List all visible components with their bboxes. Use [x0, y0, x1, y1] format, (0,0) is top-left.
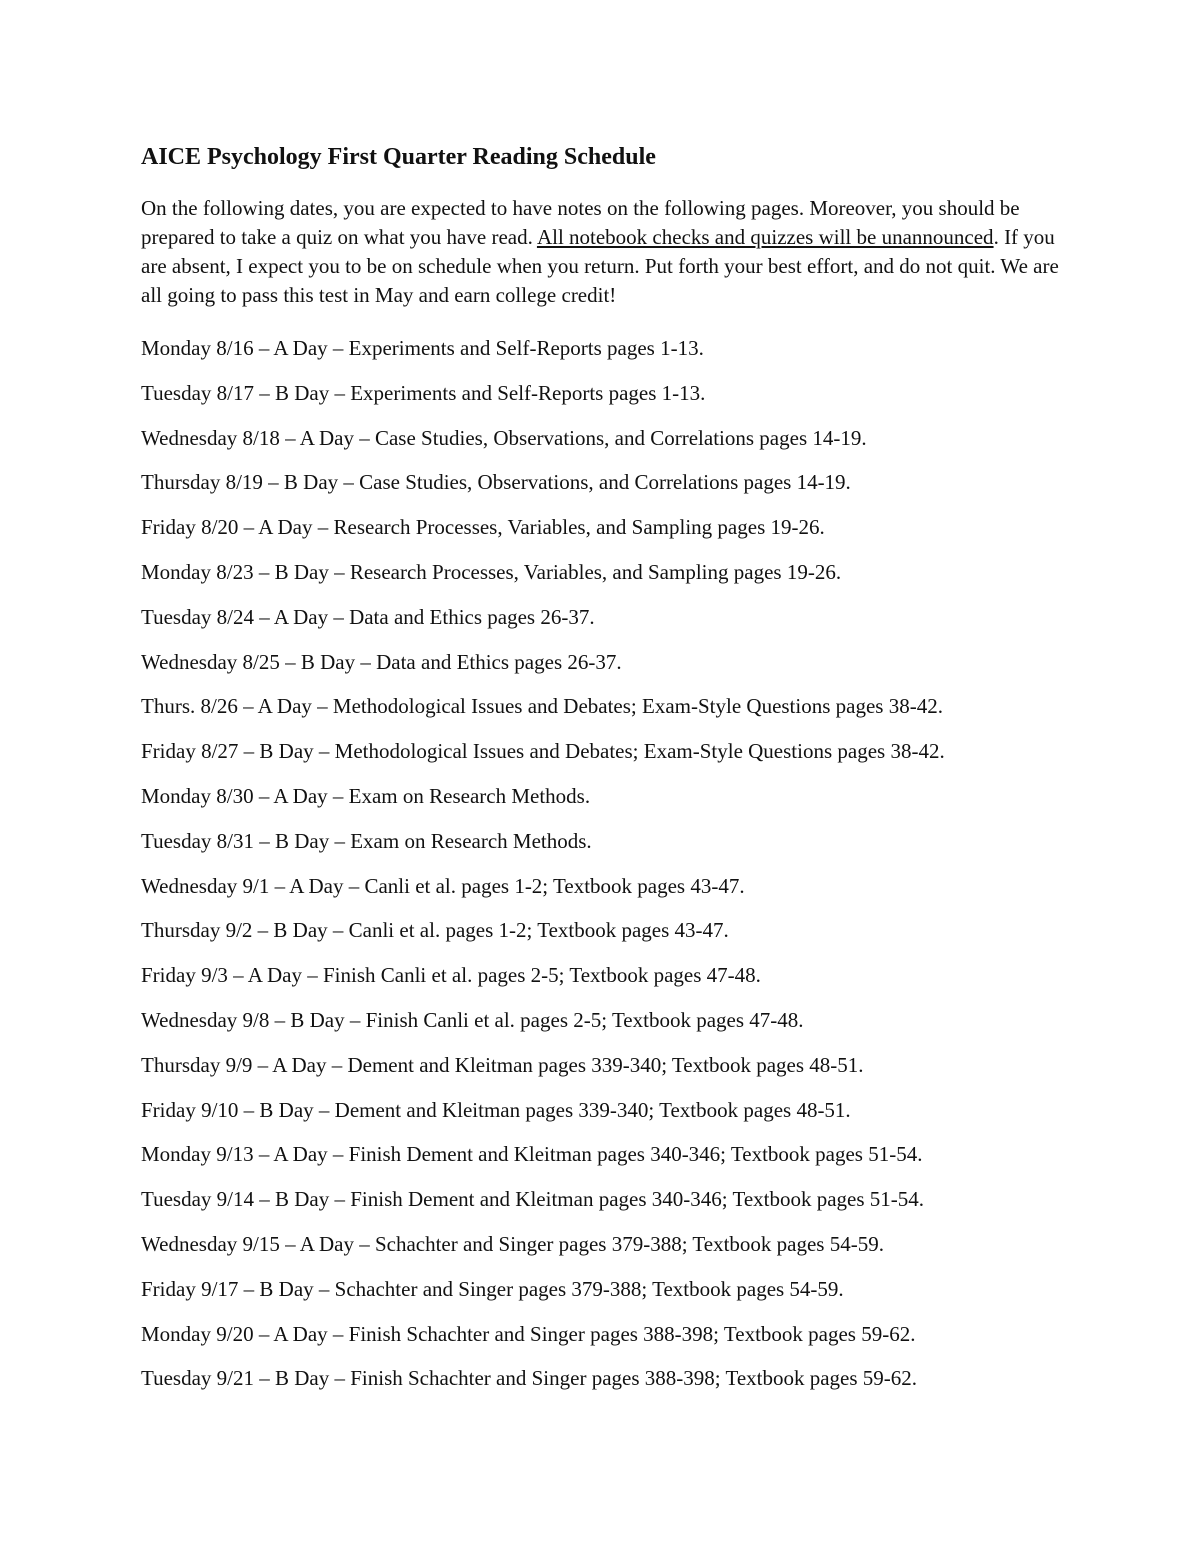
schedule-entry: Wednesday 9/8 – B Day – Finish Canli et al. pages 2-5; Textbook pages 47-48.: [141, 1007, 804, 1032]
intro-text-2: . If you are absent, I expect you to be on schedule when you return. Put forth your best effort, and do not quit. We are all going to pass this test in May and earn college credit!: [141, 225, 1059, 307]
schedule-entry: Tuesday 9/21 – B Day – Finish Schachter and Singer pages 388-398; Textbook pages 59-62.: [141, 1366, 918, 1391]
intro-underlined-text: All notebook checks and quizzes will be unannounced: [536, 225, 994, 249]
schedule-entry: Monday 8/23 – B Day – Research Processes, Variables, and Sampling pages 19-26.: [141, 559, 842, 584]
schedule-entry: Wednesday 8/18 – A Day – Case Studies, Observations, and Correlations pages 14-19.: [141, 425, 867, 450]
schedule-entry: Tuesday 9/14 – B Day – Finish Dement and Kleitman pages 340-346; Textbook pages 51-54.: [141, 1187, 925, 1212]
schedule-entry: Friday 9/10 – B Day – Dement and Kleitman pages 339-340; Textbook pages 48-51.: [141, 1097, 851, 1122]
intro-paragraph: [141, 194, 1061, 310]
schedule-entry: Friday 8/20 – A Day – Research Processes, Variables, and Sampling pages 19-26.: [141, 515, 825, 540]
schedule-entry: Wednesday 9/1 – A Day – Canli et al. pages 1-2; Textbook pages 43-47.: [141, 873, 745, 898]
document-body: [141, 141, 1061, 1409]
reading-schedule-list: [141, 334, 1061, 1393]
intro-text-1: On the following dates, you are expected to have notes on the following pages. Moreover, you should be prepared to take a quiz on what you have read.: [141, 196, 1020, 249]
schedule-entry: Wednesday 9/15 – A Day – Schachter and Singer pages 379-388; Textbook pages 54-59.: [141, 1231, 884, 1256]
document-title: AICE Psychology First Quarter Reading Schedule: [141, 144, 656, 170]
schedule-entry: Tuesday 8/24 – A Day – Data and Ethics pages 26-37.: [141, 604, 595, 629]
schedule-entry: Thurs. 8/26 – A Day – Methodological Issues and Debates; Exam-Style Questions pages 38-42.: [141, 694, 943, 719]
schedule-entry: Friday 8/27 – B Day – Methodological Issues and Debates; Exam-Style Questions pages 38-42.: [141, 739, 945, 764]
schedule-entry: Monday 8/30 – A Day – Exam on Research Methods.: [141, 783, 591, 808]
schedule-entry: Wednesday 8/25 – B Day – Data and Ethics pages 26-37.: [141, 649, 622, 674]
schedule-entry: Monday 9/20 – A Day – Finish Schachter and Singer pages 388-398; Textbook pages 59-62.: [141, 1321, 916, 1346]
schedule-entry: Thursday 9/2 – B Day – Canli et al. pages 1-2; Textbook pages 43-47.: [141, 918, 729, 943]
schedule-entry: Thursday 8/19 – B Day – Case Studies, Observations, and Correlations pages 14-19.: [141, 470, 851, 495]
schedule-entry: Monday 8/16 – A Day – Experiments and Self-Reports pages 1-13.: [141, 336, 704, 360]
schedule-entry: Friday 9/3 – A Day – Finish Canli et al. pages 2-5; Textbook pages 47-48.: [141, 963, 761, 988]
schedule-entry: Tuesday 8/17 – B Day – Experiments and Self-Reports pages 1-13.: [141, 380, 706, 405]
schedule-entry: Friday 9/17 – B Day – Schachter and Singer pages 379-388; Textbook pages 54-59.: [141, 1276, 844, 1301]
schedule-entry: Thursday 9/9 – A Day – Dement and Kleitman pages 339-340; Textbook pages 48-51.: [141, 1052, 864, 1077]
schedule-entry: Monday 9/13 – A Day – Finish Dement and Kleitman pages 340-346; Textbook pages 51-54.: [141, 1142, 923, 1167]
schedule-entry: Tuesday 8/31 – B Day – Exam on Research Methods.: [141, 828, 592, 853]
